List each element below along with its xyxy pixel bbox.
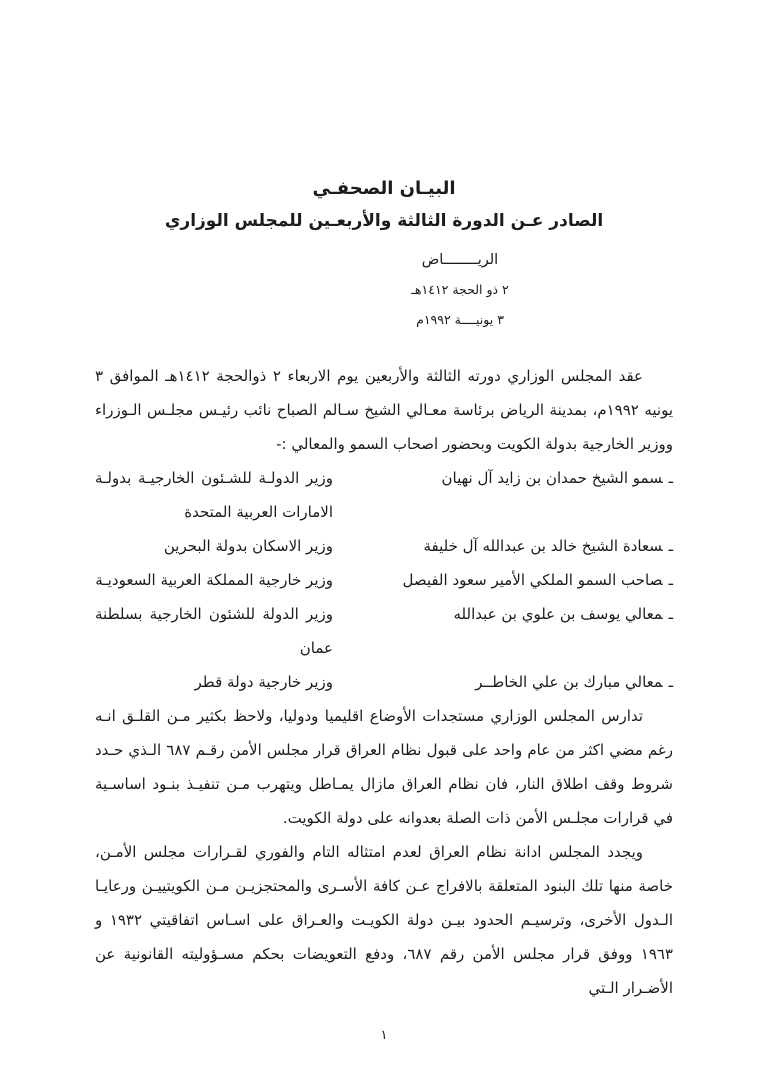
list-dash: ـ <box>668 469 673 487</box>
list-dash: ـ <box>668 673 673 691</box>
document-title: البيـان الصحفـي <box>312 178 456 199</box>
attendee-title: وزير الاسكان بدولة البحرين <box>163 537 333 555</box>
attendee-title: وزير الدولـة للشـئون الخارجيـة بدولـة الامارات العربية المتحدة <box>95 469 333 521</box>
attendee-row <box>95 665 673 699</box>
attendee-name <box>333 461 673 495</box>
list-dash: ـ <box>668 605 673 623</box>
attendee-name <box>333 597 673 631</box>
attendee-name-text: صاحب السمو الملكي الأمير سعود الفيصل <box>402 571 663 589</box>
page-number: ١ <box>380 1028 388 1043</box>
location: الريــــــــاض <box>421 252 499 268</box>
attendee-name-text: سمو الشيخ حمدان بن زايد آل نهيان <box>441 469 663 487</box>
attendee-list <box>95 461 673 699</box>
document-body <box>95 359 673 1005</box>
attendee-title: وزير الدولة للشئون الخارجية بسلطنة عمان <box>95 605 333 657</box>
date-block <box>411 245 509 359</box>
attendee-name-text: معالي يوسف بن علوي بن عبدالله <box>453 605 663 623</box>
attendee-row <box>95 563 673 597</box>
attendee-title: وزير خارجية المملكة العربية السعوديـة <box>95 571 333 589</box>
hijri-date: ٢ ذو الحجة ١٤١٢هـ <box>411 282 509 297</box>
body-paragraph-2: تدارس المجلس الوزاري مستجدات الأوضاع اقليميا ودوليا، ولاحظ بكثير مـن القلـق انـه رغم مضي اكثر من عام واحد على قبول نظام العراق قرار مجلس الأمن رقـم ٦٨٧ الـذي حـدد شروط وقف اطلاق النار، فان نظام العراق مازال يمـاطل ويتهرب مـن تنفيـذ بنـود اساسـية في قرارات مجلـس الأمن ذات الصلة بعدوانه على دولة الكويت. <box>95 707 673 827</box>
list-dash: ـ <box>668 537 673 555</box>
attendee-name <box>333 563 673 597</box>
attendee-row <box>95 529 673 563</box>
document-subtitle: الصادر عـن الدورة الثالثة والأربعـين للمجلس الوزاري <box>164 211 604 231</box>
attendee-name-text: معالي مبارك بن علي الخاطــر <box>475 673 663 691</box>
attendee-name <box>333 529 673 563</box>
document-header <box>95 178 673 359</box>
gregorian-date: ٣ يونيــــة ١٩٩٢م <box>416 312 504 327</box>
attendee-name-text: سعادة الشيخ خالد بن عبدالله آل خليفة <box>423 537 663 555</box>
list-dash: ـ <box>668 571 673 589</box>
attendee-row <box>95 597 673 665</box>
attendee-row <box>95 461 673 529</box>
intro-paragraph: عقد المجلس الوزاري دورته الثالثة والأربعين يوم الاربعاء ٢ ذوالحجة ١٤١٢هـ الموافق ٣ يونيه ١٩٩٢م، بمدينة الرياض برئاسة معـالي الشيخ سـالم الصباح نائب رئيـس مجلـس الـوزراء ووزير الخارجية بدولة الكويت وبحضور اصحاب السمو والمعالي :- <box>95 367 673 453</box>
attendee-name <box>333 665 673 699</box>
body-paragraph-3: ويجدد المجلس ادانة نظام العراق لعدم امتثاله التام والفوري لقـرارات مجلس الأمـن، خاصة منها تلك البنود المتعلقة بالافراج عـن كافة الأسـرى والمحتجزيـن مـن الكويتييـن ورعايـا الـدول الأخرى، وترسيـم الحدود بيـن دولة الكويـت والعـراق على اسـاس اتفاقيتي ١٩٣٢ و ١٩٦٣ ووفق قرار مجلس الأمن رقم ٦٨٧، ودفع التعويضات بحكم مسـؤوليته القانونية عن الأضـرار الـتي <box>95 843 674 997</box>
attendee-title: وزير خارجية دولة قطر <box>194 673 333 691</box>
